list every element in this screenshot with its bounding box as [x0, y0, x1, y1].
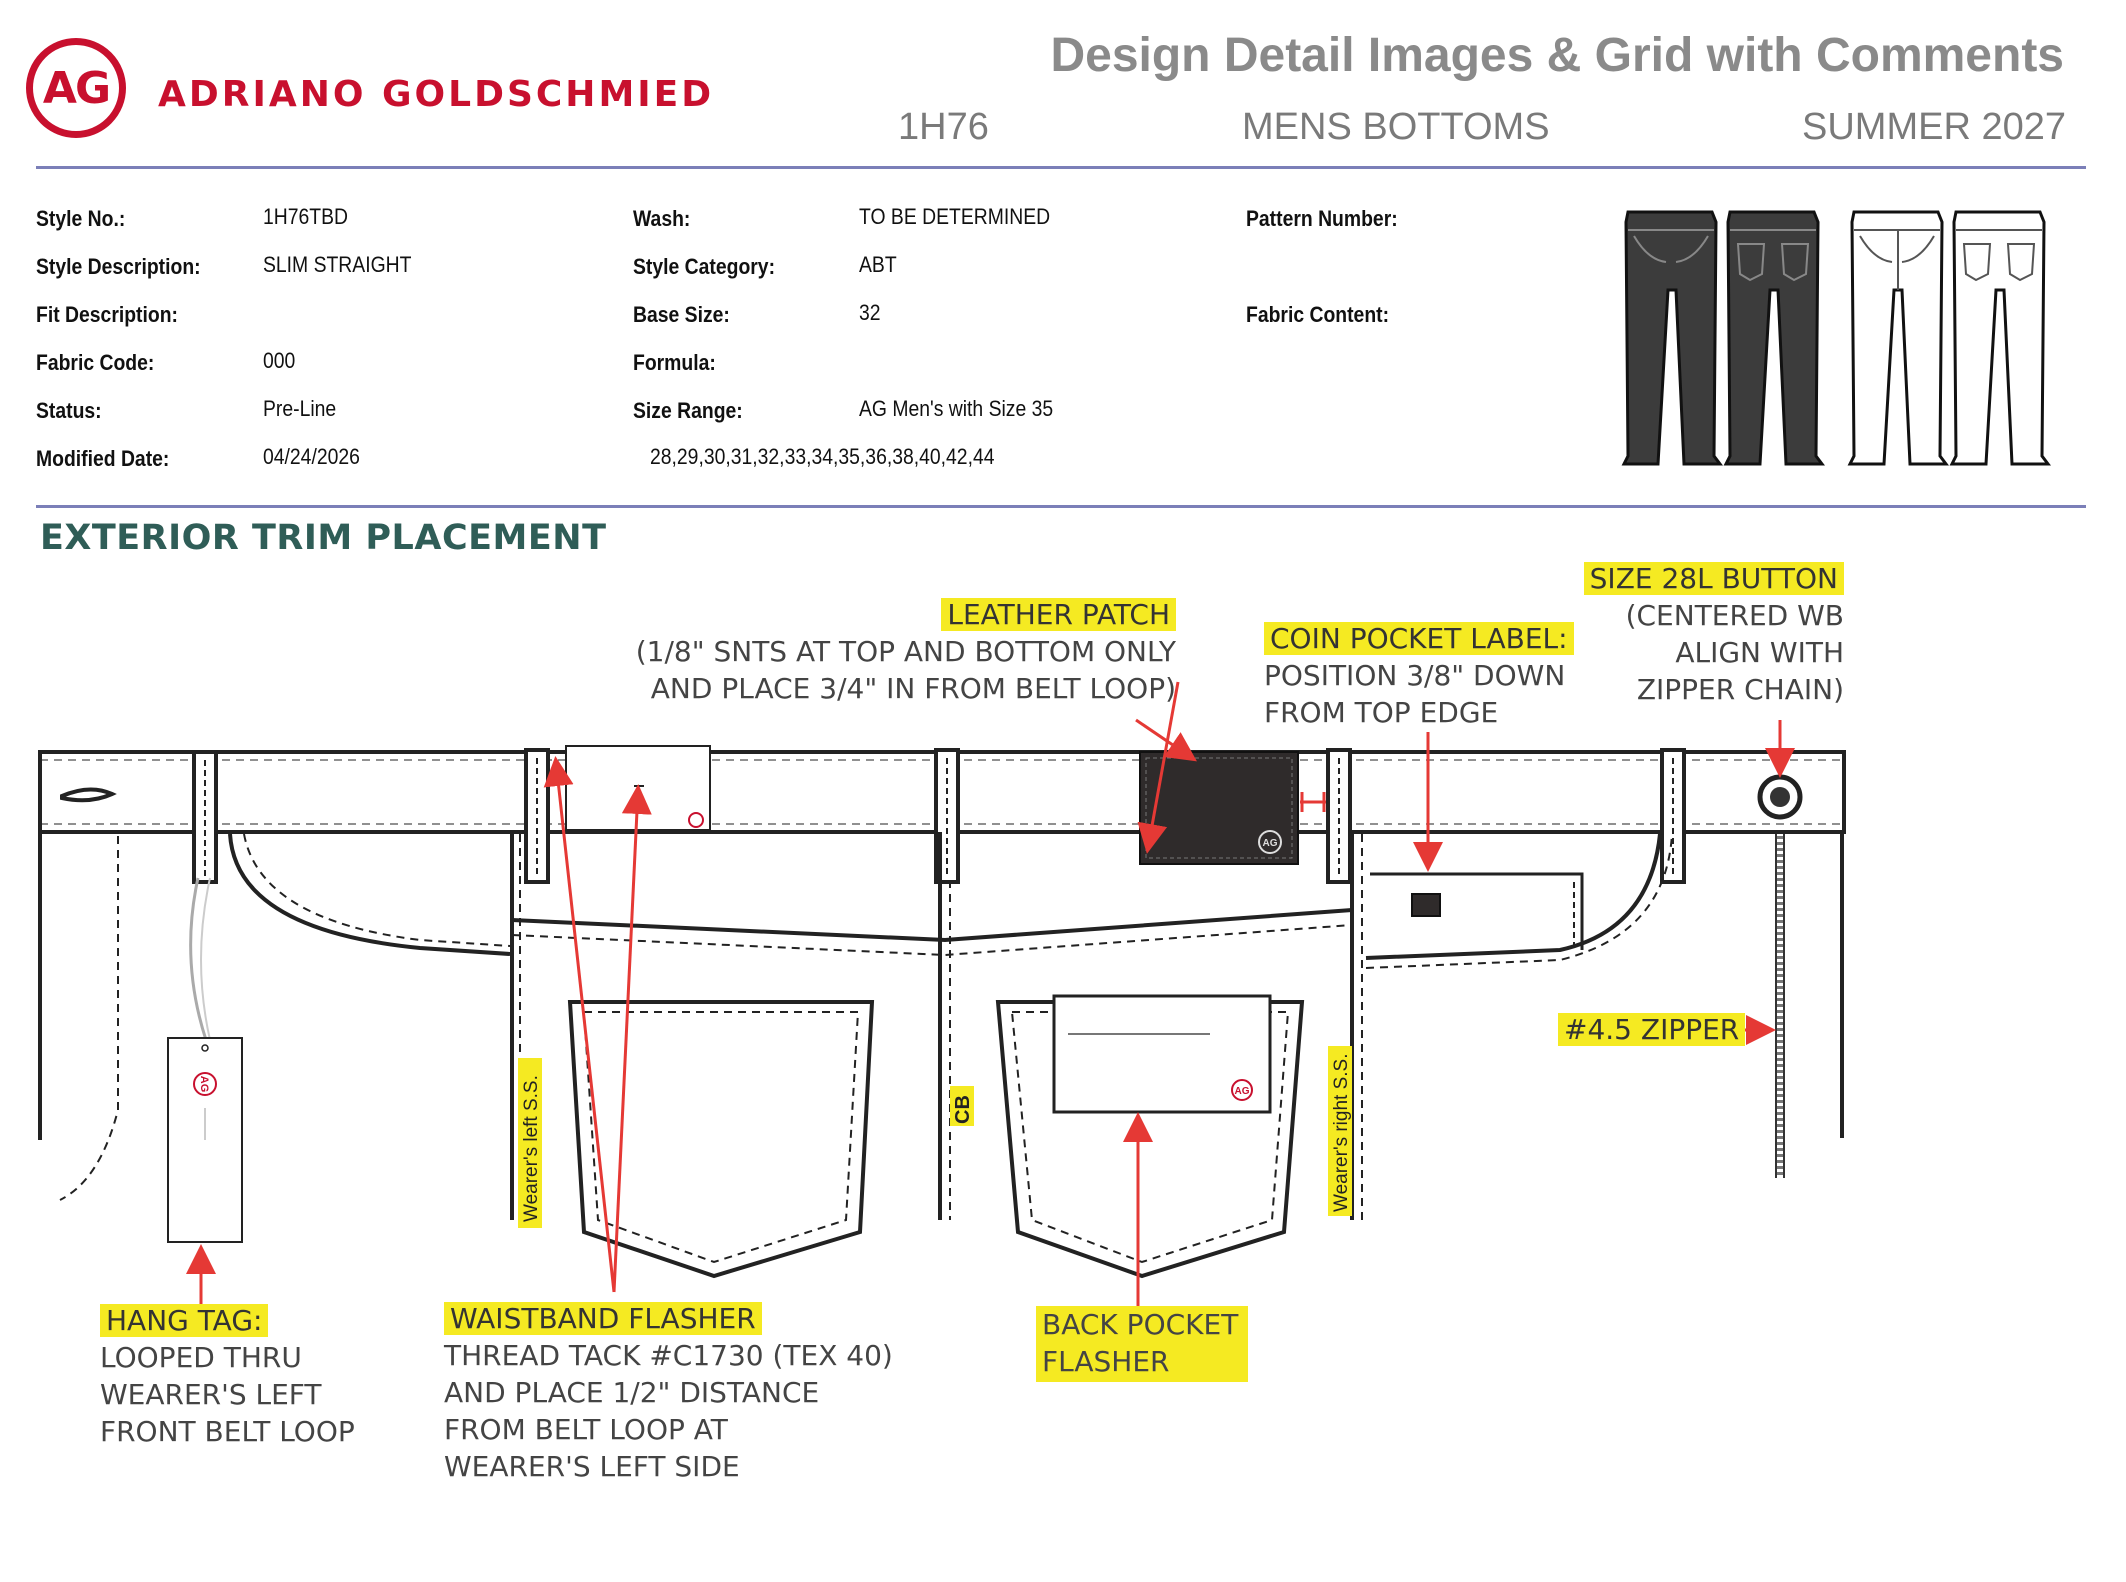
hang-tag — [168, 878, 242, 1242]
zipper-chain — [1776, 834, 1784, 1178]
pattern-number-label: Pattern Number: — [1246, 206, 1398, 231]
fit-description-label: Fit Description: — [36, 302, 178, 327]
button-title: SIZE 28L BUTTON — [1584, 562, 1844, 595]
button-line2: ALIGN WITH — [1675, 636, 1844, 669]
style-category-label: Style Category: — [633, 254, 776, 279]
waistband-flasher-line1: THREAD TACK #C1730 (TEX 40) — [444, 1339, 893, 1372]
document-title: Design Detail Images & Grid with Comments — [1050, 29, 2064, 82]
hang-tag-callout — [100, 1302, 355, 1450]
waistband-flasher-line3: FROM BELT LOOP AT — [444, 1413, 728, 1446]
button-line3: ZIPPER CHAIN) — [1636, 673, 1844, 706]
category: MENS BOTTOMS — [1242, 106, 1550, 148]
modified-date-value: 04/24/2026 — [263, 444, 360, 469]
leather-patch-title: LEATHER PATCH — [941, 598, 1176, 631]
coin-pocket-label — [1412, 894, 1440, 916]
waistband-flasher-line4: WEARER'S LEFT SIDE — [444, 1450, 740, 1483]
right-side-seam-label: Wearer's right S.S. — [1331, 1053, 1352, 1212]
size-range-label: Size Range: — [633, 398, 743, 423]
style-code: 1H76 — [898, 106, 989, 148]
modified-date-label: Modified Date: — [36, 446, 170, 471]
status-value: Pre-Line — [263, 396, 337, 421]
back-pocket-flasher-callout — [1036, 1306, 1248, 1382]
hang-tag-line2: WEARER'S LEFT — [100, 1378, 322, 1411]
hang-tag-line3: FRONT BELT LOOP — [100, 1415, 355, 1448]
style-description-value: SLIM STRAIGHT — [263, 252, 412, 277]
size-list-value: 28,29,30,31,32,33,34,35,36,38,40,42,44 — [650, 444, 995, 469]
style-no-label: Style No.: — [36, 206, 126, 231]
hang-tag-line1: LOOPED THRU — [100, 1341, 302, 1374]
zipper-callout — [1558, 1011, 1745, 1048]
wash-value: TO BE DETERMINED — [859, 204, 1051, 229]
fabric-code-value: 000 — [263, 348, 296, 373]
hang-tag-logo: AG — [198, 1075, 210, 1093]
zipper-title: #4.5 ZIPPER — [1558, 1013, 1745, 1046]
base-size-label: Base Size: — [633, 302, 730, 327]
button-callout — [1584, 560, 1844, 708]
fabric-code-label: Fabric Code: — [36, 350, 155, 375]
back-pocket-flasher-logo: AG — [1234, 1086, 1250, 1097]
style-no-value: 1H76TBD — [263, 204, 349, 229]
style-description-label: Style Description: — [36, 254, 201, 279]
left-front-panel — [40, 832, 512, 1220]
leather-patch-callout — [636, 596, 1176, 707]
coin-pocket-line1: POSITION 3/8" DOWN — [1264, 659, 1566, 692]
back-pocket-title-line1: BACK POCKET — [1042, 1308, 1239, 1341]
base-size-value: 32 — [859, 300, 881, 325]
season: SUMMER 2027 — [1802, 106, 2066, 148]
hang-tag-title: HANG TAG: — [100, 1304, 268, 1337]
wash-label: Wash: — [633, 206, 691, 231]
left-side-seam-label: Wearer's left S.S. — [521, 1075, 542, 1222]
brand-logo-text: AG — [42, 62, 110, 114]
section-title: EXTERIOR TRIM PLACEMENT — [40, 518, 607, 558]
coin-pocket-line2: FROM TOP EDGE — [1264, 696, 1499, 729]
coin-pocket-callout — [1264, 620, 1574, 731]
status-label: Status: — [36, 398, 102, 423]
waistband-flasher-line2: AND PLACE 1/2" DISTANCE — [444, 1376, 820, 1409]
waistband-flasher-title: WAISTBAND FLASHER — [444, 1302, 762, 1335]
fabric-content-label: Fabric Content: — [1246, 302, 1390, 327]
style-category-value: ABT — [859, 252, 897, 277]
button-line1: (CENTERED WB — [1625, 599, 1844, 632]
leather-patch-logo: AG — [1262, 838, 1278, 849]
waistband-flasher-callout — [444, 1300, 893, 1485]
leather-patch-line2: AND PLACE 3/4" IN FROM BELT LOOP) — [650, 672, 1176, 705]
size-range-value: AG Men's with Size 35 — [859, 396, 1054, 421]
waistband-button — [1760, 777, 1800, 817]
back-pocket-title-line2: FLASHER — [1042, 1345, 1170, 1378]
coin-pocket-title: COIN POCKET LABEL: — [1264, 622, 1574, 655]
brand-name: ADRIANO GOLDSCHMIED — [158, 74, 715, 115]
leather-patch-line1: (1/8" SNTS AT TOP AND BOTTOM ONLY — [635, 635, 1176, 668]
center-back-label: CB — [952, 1095, 974, 1124]
formula-label: Formula: — [633, 350, 716, 375]
